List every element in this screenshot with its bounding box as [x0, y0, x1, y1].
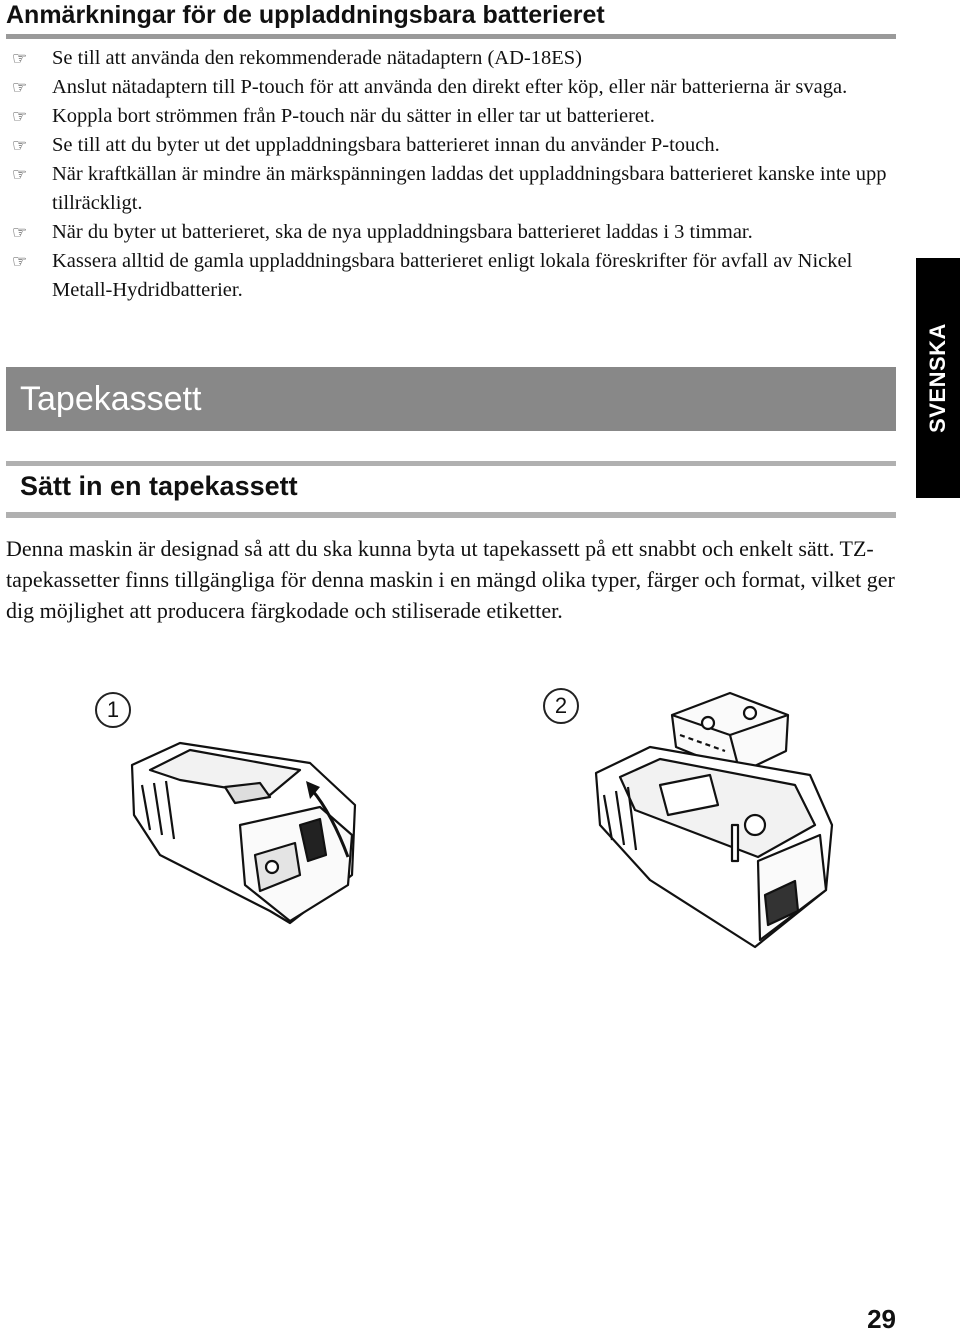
language-tab-label: SVENSKA: [925, 323, 950, 433]
note-text: Kassera alltid de gamla uppladdningsbara batterieret enligt lokala föreskrifter för avfall av Nickel Metall-Hydridbatterier.: [52, 250, 853, 301]
pointing-hand-icon: ☞: [12, 165, 28, 184]
step-1-number: 1: [106, 697, 120, 722]
list-item: [12, 73, 892, 102]
list-item: [12, 102, 892, 131]
pointing-hand-icon: ☞: [12, 107, 28, 126]
intro-paragraph: Denna maskin är designad så att du ska kunna byta ut tapekassett på ett snabbt och enkelt sätt. TZ-tapekassetter finns tillgängliga för denna maskin i en mängd olika typer, färger och format, vilket ger dig möjlighet att producera färgkodade och stiliserade etiketter.: [6, 536, 895, 623]
note-text: Se till att du byter ut det uppladdningsbara batterieret innan du använder P-touch.: [52, 134, 720, 156]
section-title-band: [6, 367, 896, 431]
note-text: Koppla bort strömmen från P-touch när du sätter in eller tar ut batterieret.: [52, 105, 655, 127]
page-number: 29: [867, 1304, 896, 1334]
notes-heading: Anmärkningar för de uppladdningsbara batterieret: [6, 1, 605, 29]
pointing-hand-icon: ☞: [12, 223, 28, 242]
list-item: [12, 247, 892, 305]
language-tab: [916, 258, 960, 498]
note-text: När kraftkällan är mindre än märkspänningen laddas det uppladdningsbara batterieret kanske inte upp tillräckligt.: [52, 163, 887, 214]
tape-cassette-insertion-illustration: [590, 685, 840, 955]
step-2-number: 2: [554, 693, 568, 718]
pointing-hand-icon: ☞: [12, 252, 28, 271]
note-text: Anslut nätadaptern till P-touch för att använda den direkt efter köp, eller när batterierna är svaga.: [52, 76, 848, 98]
subsection-title: Sätt in en tapekassett: [20, 471, 298, 501]
label-maker-open-cover-illustration: [120, 735, 370, 925]
subheading-rule-bottom: [6, 512, 896, 518]
note-text: Se till att använda den rekommenderade nätadaptern (AD-18ES): [52, 47, 582, 69]
step-1-badge: [95, 692, 131, 728]
list-item: [12, 160, 892, 218]
list-item: [12, 131, 892, 160]
step-2-badge: [543, 688, 579, 724]
heading-rule: [6, 34, 896, 39]
pointing-hand-icon: ☞: [12, 49, 28, 68]
pointing-hand-icon: ☞: [12, 78, 28, 97]
list-item: [12, 44, 892, 73]
note-text: När du byter ut batterieret, ska de nya uppladdningsbara batterieret laddas i 3 timmar.: [52, 221, 753, 243]
section-title: Tapekassett: [20, 380, 202, 418]
notes-list: [12, 44, 892, 305]
pointing-hand-icon: ☞: [12, 136, 28, 155]
list-item: [12, 218, 892, 247]
